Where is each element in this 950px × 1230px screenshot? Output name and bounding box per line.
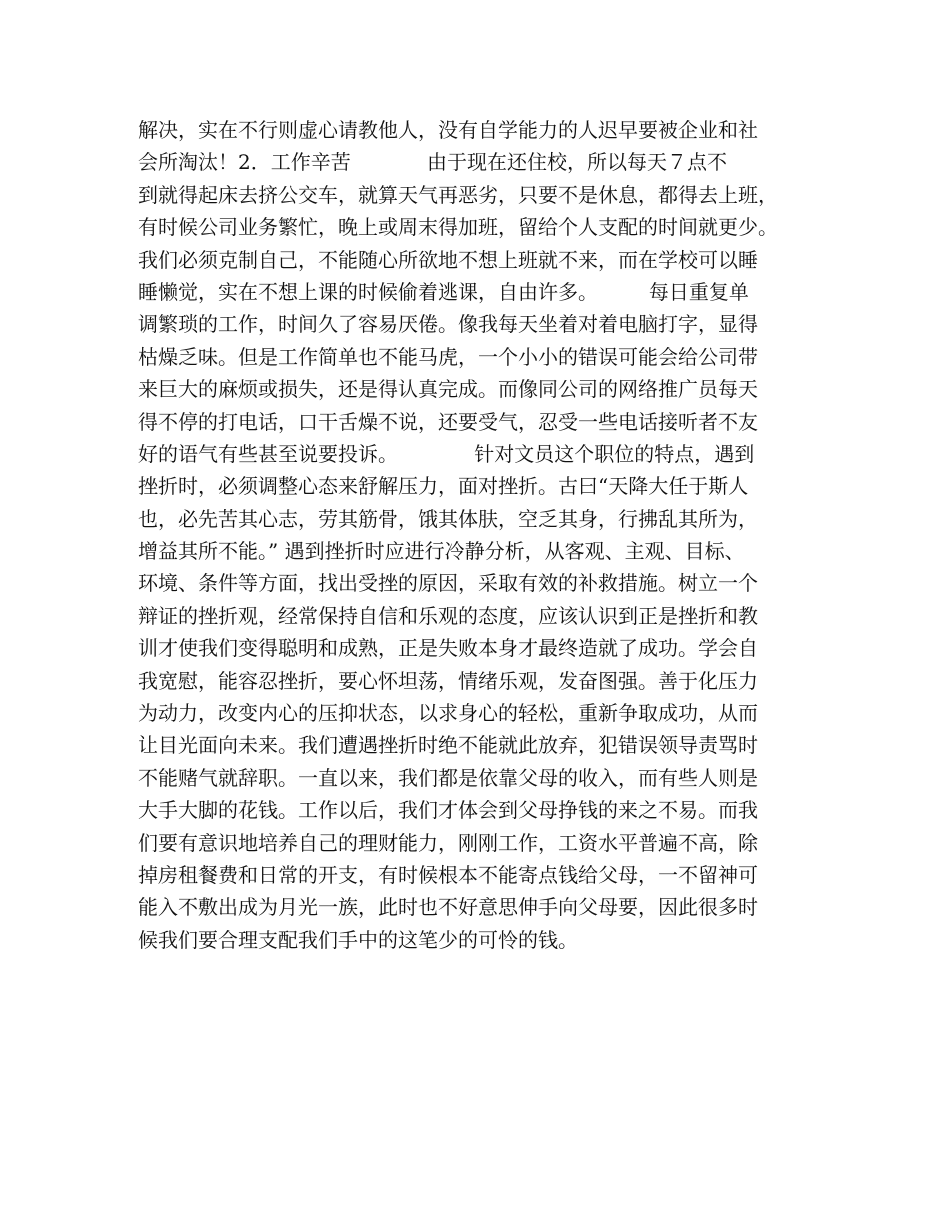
text-line: 会所淘汰！2．工作辛苦 由于现在还住校，所以每天７点不 bbox=[138, 150, 728, 175]
body-text bbox=[138, 114, 838, 956]
text-line: 训才使我们变得聪明和成熟，正是失败本身才最终造就了成功。学会自 bbox=[138, 636, 758, 661]
text-line: 我们必须克制自己，不能随心所欲地不想上班就不来，而在学校可以睡 bbox=[138, 247, 758, 272]
text-line: 好的语气有些甚至说要投诉。 针对文员这个职位的特点，遇到 bbox=[138, 441, 755, 466]
text-line: 睡懒觉，实在不想上课的时候偷着逃课，自由许多。 每日重复单 bbox=[138, 279, 749, 304]
text-line: 有时候公司业务繁忙，晚上或周末得加班，留给个人支配的时间就更少。 bbox=[138, 215, 778, 240]
text-line: 不能赌气就辞职。一直以来，我们都是依靠父母的收入，而有些人则是 bbox=[138, 765, 758, 790]
text-line: 来巨大的麻烦或损失，还是得认真完成。而像同公司的网络推广员每天 bbox=[138, 377, 758, 402]
text-line: 让目光面向未来。我们遭遇挫折时绝不能就此放弃，犯错误领导责骂时 bbox=[138, 733, 758, 758]
text-line: 辩证的挫折观，经常保持自信和乐观的态度，应该认识到正是挫折和教 bbox=[138, 603, 758, 628]
text-line: 候我们要合理支配我们手中的这笔少的可怜的钱。 bbox=[138, 927, 578, 952]
text-line: 得不停的打电话，口干舌燥不说，还要受气，忍受一些电话接听者不友 bbox=[138, 409, 758, 434]
text-line: 增益其所不能。” 遇到挫折时应进行冷静分析，从客观、主观、目标、 bbox=[138, 539, 745, 564]
text-line: 到就得起床去挤公交车，就算天气再恶劣，只要不是休息，都得去上班， bbox=[138, 182, 778, 207]
text-line: 为动力，改变内心的压抑状态，以求身心的轻松，重新争取成功，从而 bbox=[138, 701, 758, 726]
text-line: 也，必先苦其心志，劳其筋骨，饿其体肤，空乏其身，行拂乱其所为， bbox=[138, 506, 758, 531]
text-line: 环境、条件等方面，找出受挫的原因，采取有效的补救措施。树立一个 bbox=[138, 571, 758, 596]
text-line: 们要有意识地培养自己的理财能力，刚刚工作，工资水平普遍不高，除 bbox=[138, 830, 758, 855]
text-line: 调繁琐的工作，时间久了容易厌倦。像我每天坐着对着电脑打字，显得 bbox=[138, 312, 758, 337]
text-line: 枯燥乏味。但是工作简单也不能马虎，一个小小的错误可能会给公司带 bbox=[138, 344, 758, 369]
text-line: 大手大脚的花钱。工作以后，我们才体会到父母挣钱的来之不易。而我 bbox=[138, 798, 758, 823]
text-line: 挫折时，必须调整心态来舒解压力，面对挫折。古曰“天降大任于斯人 bbox=[138, 474, 749, 499]
text-line: 我宽慰，能容忍挫折，要心怀坦荡，情绪乐观，发奋图强。善于化压力 bbox=[138, 668, 758, 693]
text-line: 能入不敷出成为月光一族，此时也不好意思伸手向父母要，因此很多时 bbox=[138, 895, 758, 920]
text-line: 解决，实在不行则虚心请教他人，没有自学能力的人迟早要被企业和社 bbox=[138, 118, 758, 142]
text-line: 掉房租餐费和日常的开支，有时候根本不能寄点钱给父母，一不留神可 bbox=[138, 862, 758, 887]
